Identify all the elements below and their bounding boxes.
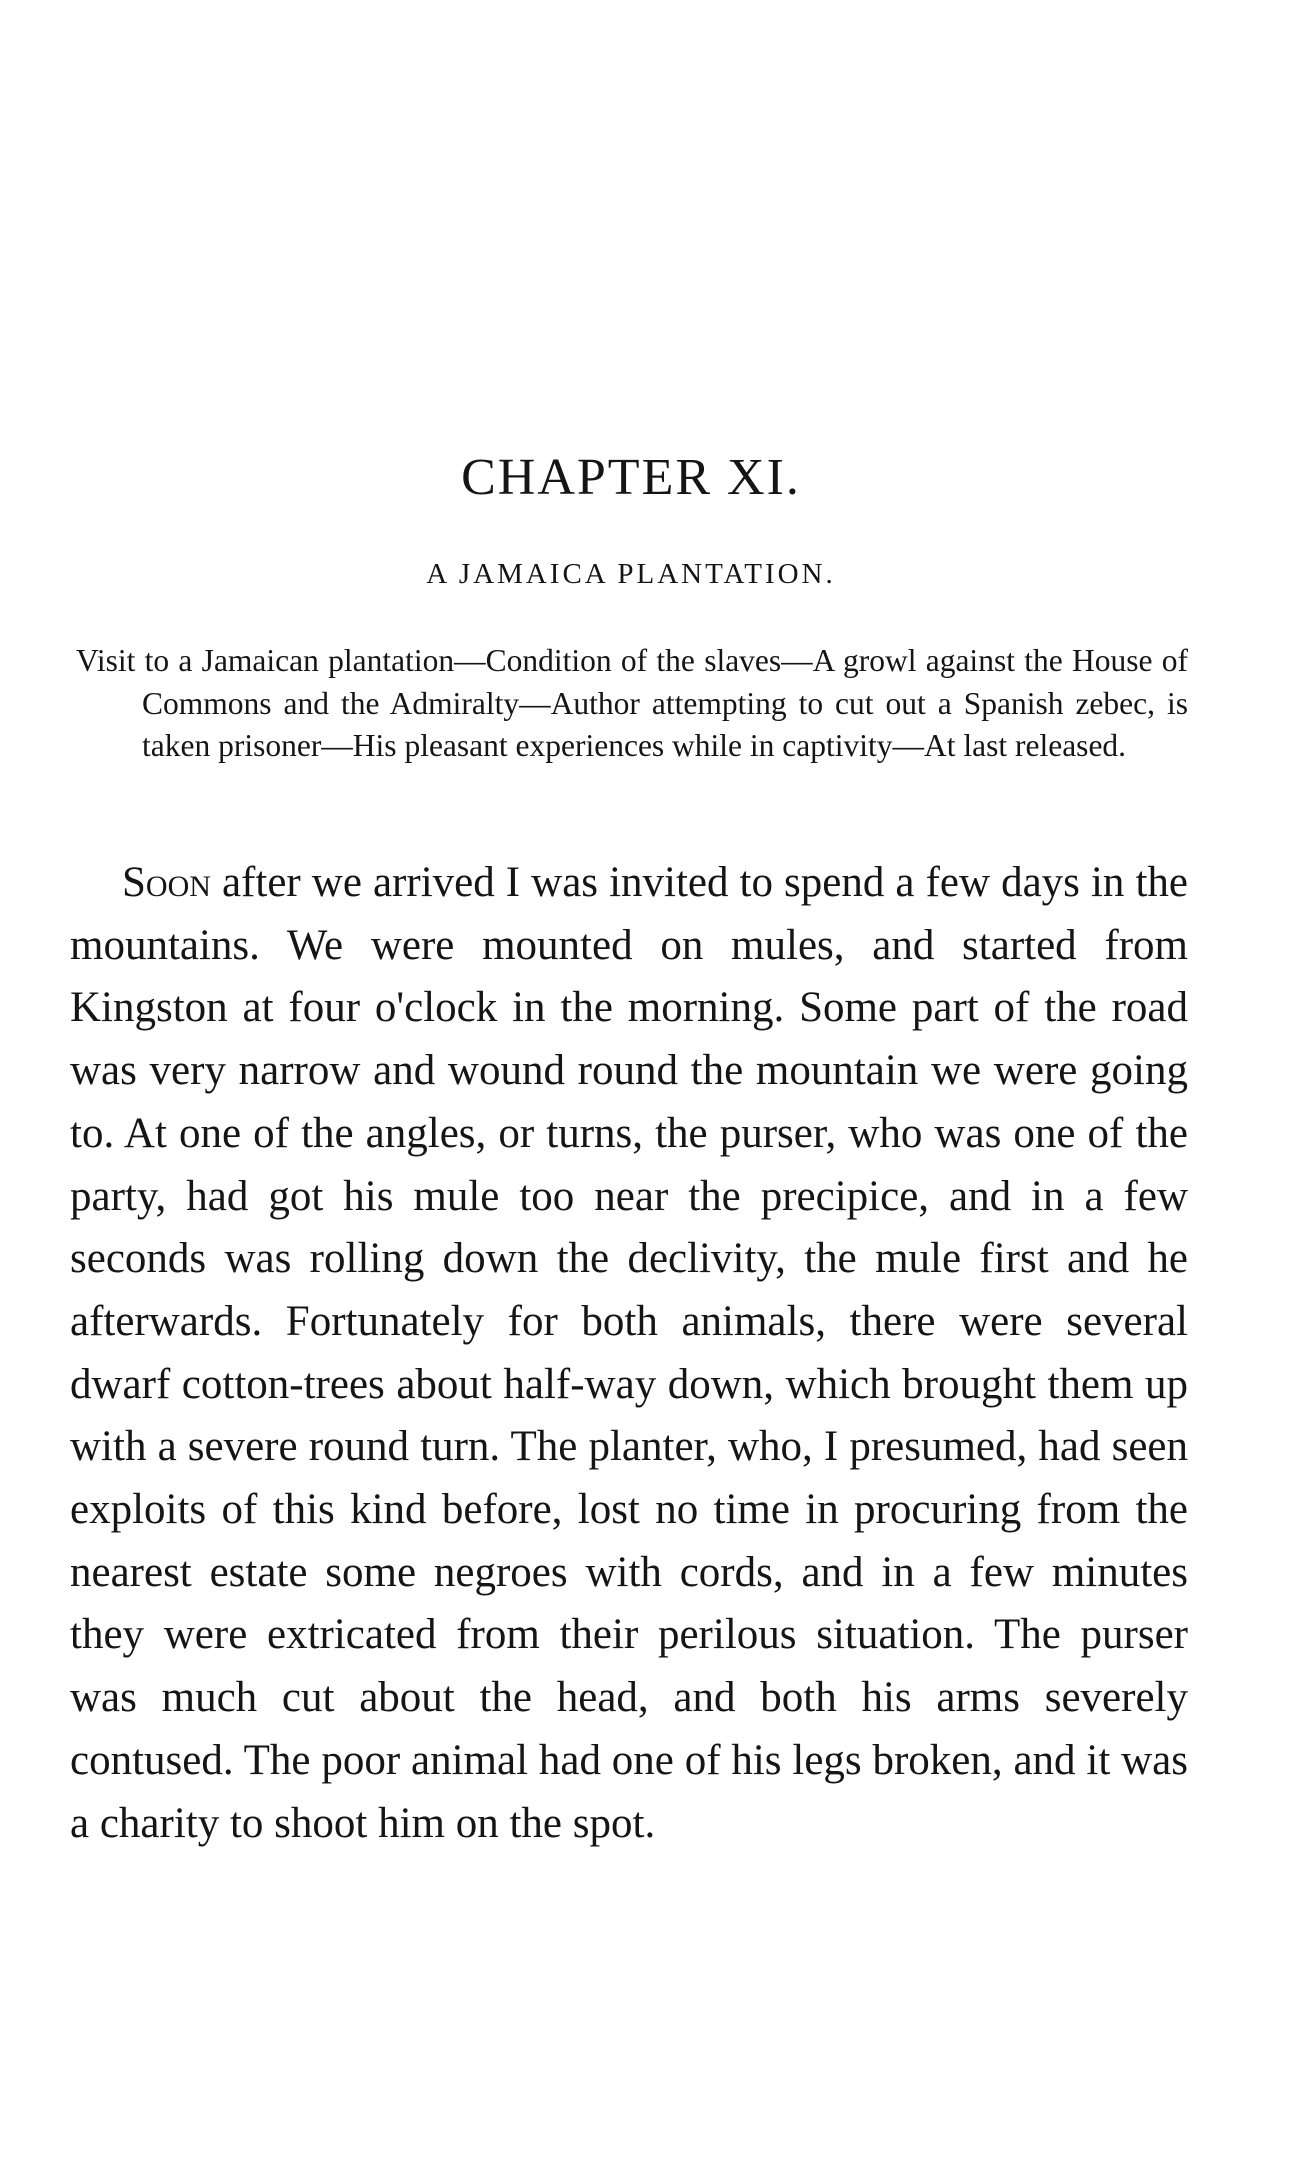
- synopsis-text: Visit to a Jamaican plantation—Condition of the slaves—A growl against the House of Commons and the Admiralty—Author attempting to cut out a Spanish zebec, is taken prisoner—His pleasant experiences while in captivity—At last released.: [76, 643, 1188, 763]
- chapter-subtitle: A JAMAICA PLANTATION.: [426, 558, 836, 590]
- body-paragraph: [70, 852, 1188, 1855]
- body-text: [70, 852, 1188, 1855]
- chapter-synopsis: [76, 640, 1188, 768]
- lead-word: Soon: [122, 859, 211, 906]
- paragraph-text: after we arrived I was invited to spend a few days in the mountains. We were mounted on mules, and started from Kingston at four o'clock in the morning. Some part of the road was very narrow and wound round the mountain we were going to. At one of the angles, or turns, the purser, who was one of the party, had got his mule too near the precipice, and in a few seconds was rolling down the declivity, the mule first and he afterwards. Fortunately for both animals, there were several dwarf cotton-trees about half-way down, which brought them up with a severe round turn. The planter, who, I presumed, had seen exploits of this kind before, lost no time in procuring from the nearest estate some negroes with cords, and in a few minutes they were extricated from their perilous situation. The purser was much cut about the head, and both his arms severely contused. The poor animal had one of his legs broken, and it was a charity to shoot him on the spot.: [70, 859, 1188, 1847]
- chapter-title: CHAPTER XI.: [461, 449, 801, 506]
